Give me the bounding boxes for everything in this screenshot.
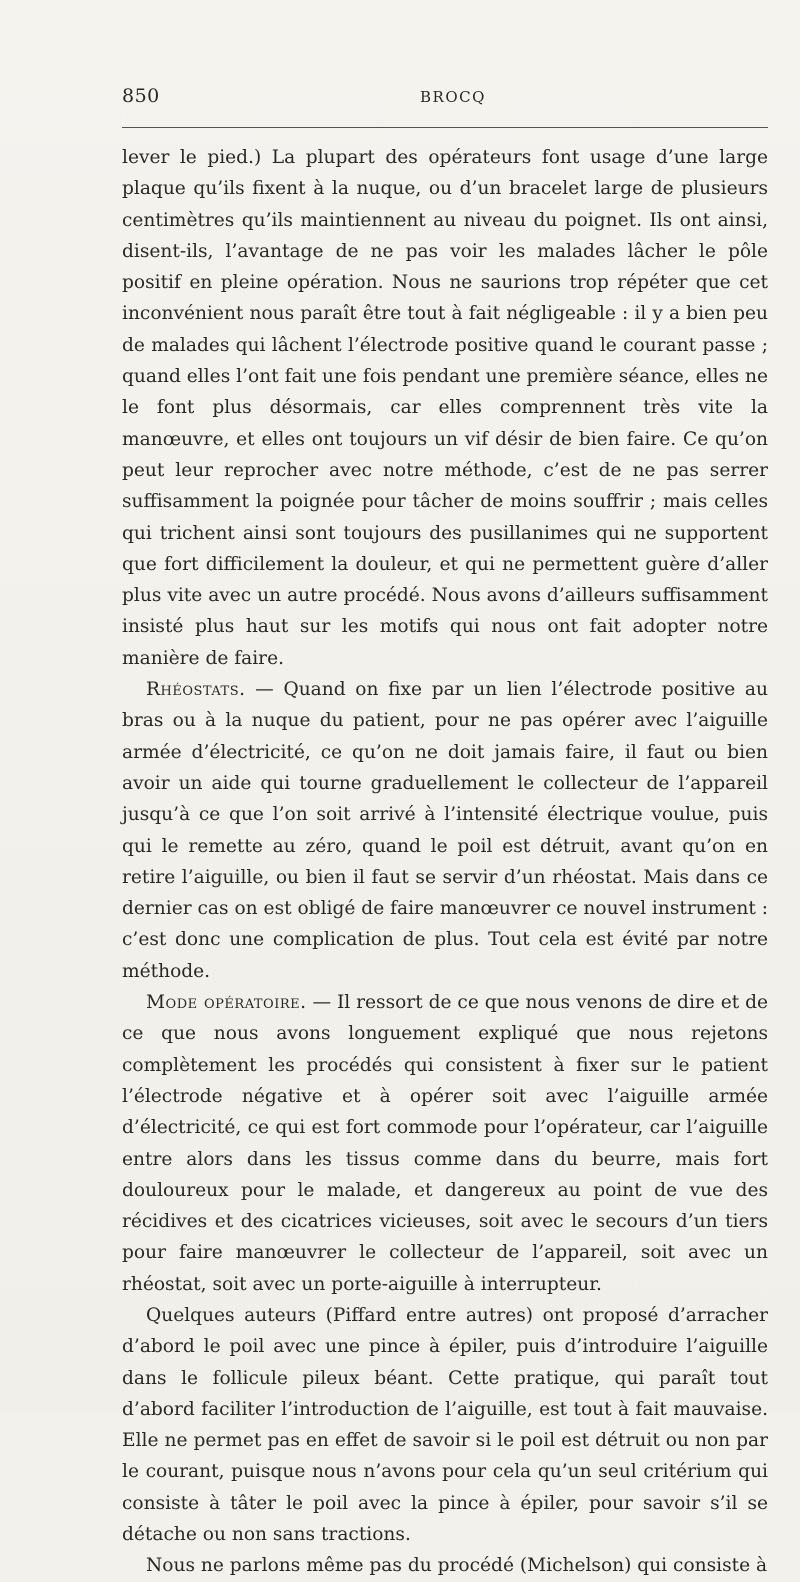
paragraph-text: Quelques auteurs (Piffard entre autres) ont proposé d’arracher d’abord le poil avec une pince à épiler, puis d’introduire l’aiguille dans le follicule pileux béant. Cette pratique, qui paraît tout d’abord faciliter l’introduction de l’aiguille, est tout à fait mauvaise. Elle ne permet pas en effet de savoir si le poil est détruit ou non par le courant, puisque nous n’avons pour cela qu’un seul critérium qui consiste à tâter le poil avec la pince à épiler, pour savoir s’il se détache ou non sans tractions. xyxy=(122,1304,768,1546)
section-heading: Rhéostats. xyxy=(146,679,246,701)
paragraph xyxy=(122,987,768,1300)
section-heading: Mode opératoire. xyxy=(146,992,307,1014)
paragraph xyxy=(122,142,768,674)
paragraph-text: — Quand on fixe par un lien l’électrode positive au bras ou à la nuque du patient, pour ne pas opérer avec l’aiguille armée d’électricité, ce qu’on ne doit jamais faire, il faut ou bien avoir un aide qui tourne graduellement le collecteur de l’appareil jusqu’à ce que l’on soit arrivé à l’intensité électrique voulue, puis qui le remette au zéro, quand le poil est détruit, avant qu’on en retire l’aiguille, ou bien il faut se servir d’un rhéostat. Mais dans ce dernier cas on est obligé de faire manœuvrer ce nouvel instrument : c’est donc une complication de plus. Tout cela est évité par notre méthode. xyxy=(122,679,768,982)
paragraph xyxy=(122,1550,768,1581)
header-rule xyxy=(122,127,768,128)
body-text xyxy=(122,142,768,1582)
paragraph xyxy=(122,1300,768,1550)
running-head: BROCQ xyxy=(420,88,486,106)
paragraph-text: — Il ressort de ce que nous venons de dire et de ce que nous avons longuement expliqué que nous rejetons complètement les procédés qui consistent à fixer sur le patient l’électrode négative et à opérer soit avec l’aiguille armée d’électricité, ce qui est fort commode pour l’opérateur, car l’aiguille entre alors dans les tissus comme dans du beurre, mais fort douloureux pour le malade, et dangereux au point de vue des récidives et des cicatrices vicieuses, soit avec le secours d’un tiers pour faire manœuvrer le collecteur de l’appareil, soit avec un rhéostat, soit avec un porte-aiguille à interrupteur. xyxy=(122,992,769,1295)
paragraph xyxy=(122,674,768,987)
paragraph-text: lever le pied.) La plupart des opérateurs font usage d’une large plaque qu’ils fixent à la nuque, ou d’un bracelet large de plusieurs centimètres qu’ils maintiennent au niveau du poignet. Ils ont ainsi, disent-ils, l’avantage de ne pas voir les malades lâcher le pôle positif en pleine opération. Nous ne saurions trop répéter que cet inconvénient nous paraît être tout à fait négligeable : il y a bien peu de malades qui lâchent l’électrode positive quand le courant passe ; quand elles l’ont fait une fois pendant une première séance, elles ne le font plus désormais, car elles comprennent très vite la manœuvre, et elles ont toujours un vif désir de bien faire. Ce qu’on peut leur reprocher avec notre méthode, c’est de ne pas serrer suffisamment la poignée pour tâcher de moins souffrir ; mais celles qui trichent ainsi sont toujours des pusillanimes qui ne supportent que fort difficilement la douleur, et qui ne permettent guère d’aller plus vite avec un autre procédé. Nous avons d’ailleurs suffisamment insisté plus haut sur les motifs qui nous ont fait adopter notre manière de faire. xyxy=(122,147,768,669)
paragraph-text: Nous ne parlons même pas du procédé (Michelson) qui consiste à xyxy=(146,1555,768,1577)
page-number: 850 xyxy=(122,85,160,107)
